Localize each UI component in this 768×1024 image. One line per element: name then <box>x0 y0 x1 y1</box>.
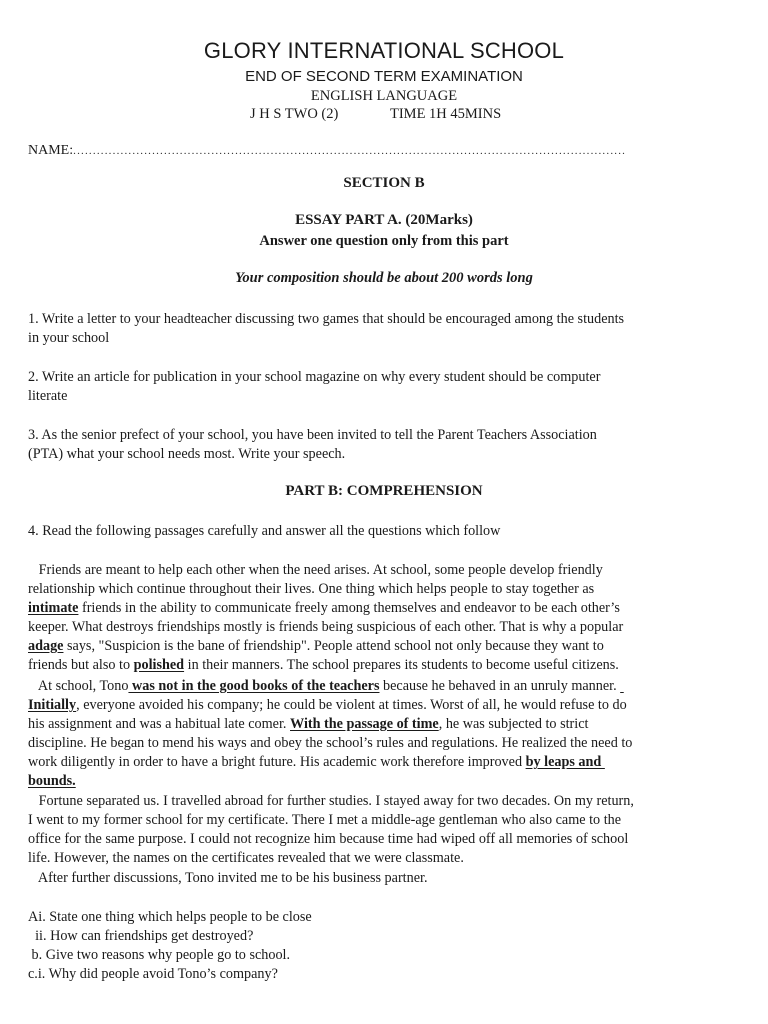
vocab-initially: Initially <box>28 697 77 713</box>
question-1-line-1: 1. Write a letter to your headteacher discussing two games that should be encouraged among the students <box>28 311 625 327</box>
passage-line: life. However, the names on the certificates revealed that we were classmate. <box>28 850 464 866</box>
passage-line: intimate friends in the ability to communicate freely among themselves and endeavor to be each other’s <box>28 600 620 616</box>
passage-line: adage says, "Suspicion is the bane of friendship". People attend school not only because they want to <box>28 638 604 654</box>
section-title: SECTION B <box>343 175 425 191</box>
vocab-by-leaps-and-bounds: by leaps and <box>525 754 605 770</box>
passage-line: his assignment and was a habitual late comer. With the passage of time, he was subjected to strict <box>28 716 589 732</box>
essay-instruction: Answer one question only from this part <box>259 233 509 249</box>
passage-line: friends but also to polished in their manners. The school prepares its students to become useful citizens. <box>28 657 619 673</box>
vocab-not-in-good-books: was not in the good books of the teachers <box>128 678 380 694</box>
passage-line <box>28 772 740 791</box>
question-1-line-2: in your school <box>28 330 110 346</box>
vocab-polished: polished <box>133 657 185 673</box>
part-b-instruction: 4. Read the following passages carefully and answer all the questions which follow <box>28 523 501 539</box>
school-name: GLORY INTERNATIONAL SCHOOL <box>203 38 565 63</box>
name-dotted-line: ............................................................................................................................................ <box>73 145 627 157</box>
subject-title: ENGLISH LANGUAGE <box>310 88 458 104</box>
word-count-note: Your composition should be about 200 words long <box>235 270 533 286</box>
question-a-i: Ai. State one thing which helps people to be close <box>28 909 312 925</box>
passage-line: Fortune separated us. I travelled abroad for further studies. I stayed away for two decades. On my return, <box>28 793 634 809</box>
passage-line: After further discussions, Tono invited me to be his business partner. <box>28 870 428 886</box>
name-field <box>28 143 626 159</box>
essay-part-title: ESSAY PART A. (20Marks) <box>295 212 473 228</box>
vocab-passage-of-time: With the passage of time <box>290 716 439 732</box>
passage-line: work diligently in order to have a bright future. His academic work therefore improved by leaps and <box>28 754 605 770</box>
part-b-title: PART B: COMPREHENSION <box>285 483 483 499</box>
question-c-i: c.i. Why did people avoid Tono’s company? <box>28 966 278 982</box>
passage-line: discipline. He began to mend his ways and obey the school’s rules and regulations. He realized the need to <box>28 735 633 751</box>
time-label: TIME 1H 45MINS <box>390 106 502 122</box>
name-label: NAME: <box>28 143 74 158</box>
exam-title: END OF SECOND TERM EXAMINATION <box>245 68 523 85</box>
vocab-bounds: bounds. <box>28 773 76 789</box>
passage-line: At school, Tono was not in the good books of the teachers because he behaved in an unruly manner. <box>28 678 621 694</box>
question-2-line-1: 2. Write an article for publication in your school magazine on why every student should be computer <box>28 369 601 385</box>
question-b: b. Give two reasons why people go to school. <box>28 947 291 963</box>
question-3-line-2: (PTA) what your school needs most. Write your speech. <box>28 446 346 462</box>
question-3-line-1: 3. As the senior prefect of your school, you have been invited to tell the Parent Teachers Association <box>28 427 597 443</box>
passage-line: I went to my former school for my certificate. There I met a middle-age gentleman who also came to the <box>28 812 622 828</box>
passage-line: relationship which continue throughout their lives. One thing which helps people to stay together as <box>28 581 595 597</box>
question-a-ii: ii. How can friendships get destroyed? <box>28 928 254 944</box>
passage-line: keeper. What destroys friendships mostly is friends being suspicious of each other. That is why a popular <box>28 619 624 635</box>
passage-line: office for the same purpose. I could not recognize him because time had wiped off all memories of school <box>28 831 629 847</box>
passage-line: Initially, everyone avoided his company; he could be violent at times. Worst of all, he would refuse to do <box>28 697 627 713</box>
vocab-intimate: intimate <box>28 600 79 616</box>
vocab-adage: adage <box>28 638 64 654</box>
passage-line: Friends are meant to help each other when the need arises. At school, some people develop friendly <box>28 562 603 578</box>
question-2-line-2: literate <box>28 388 68 404</box>
class-label: J H S TWO (2) <box>250 106 339 122</box>
